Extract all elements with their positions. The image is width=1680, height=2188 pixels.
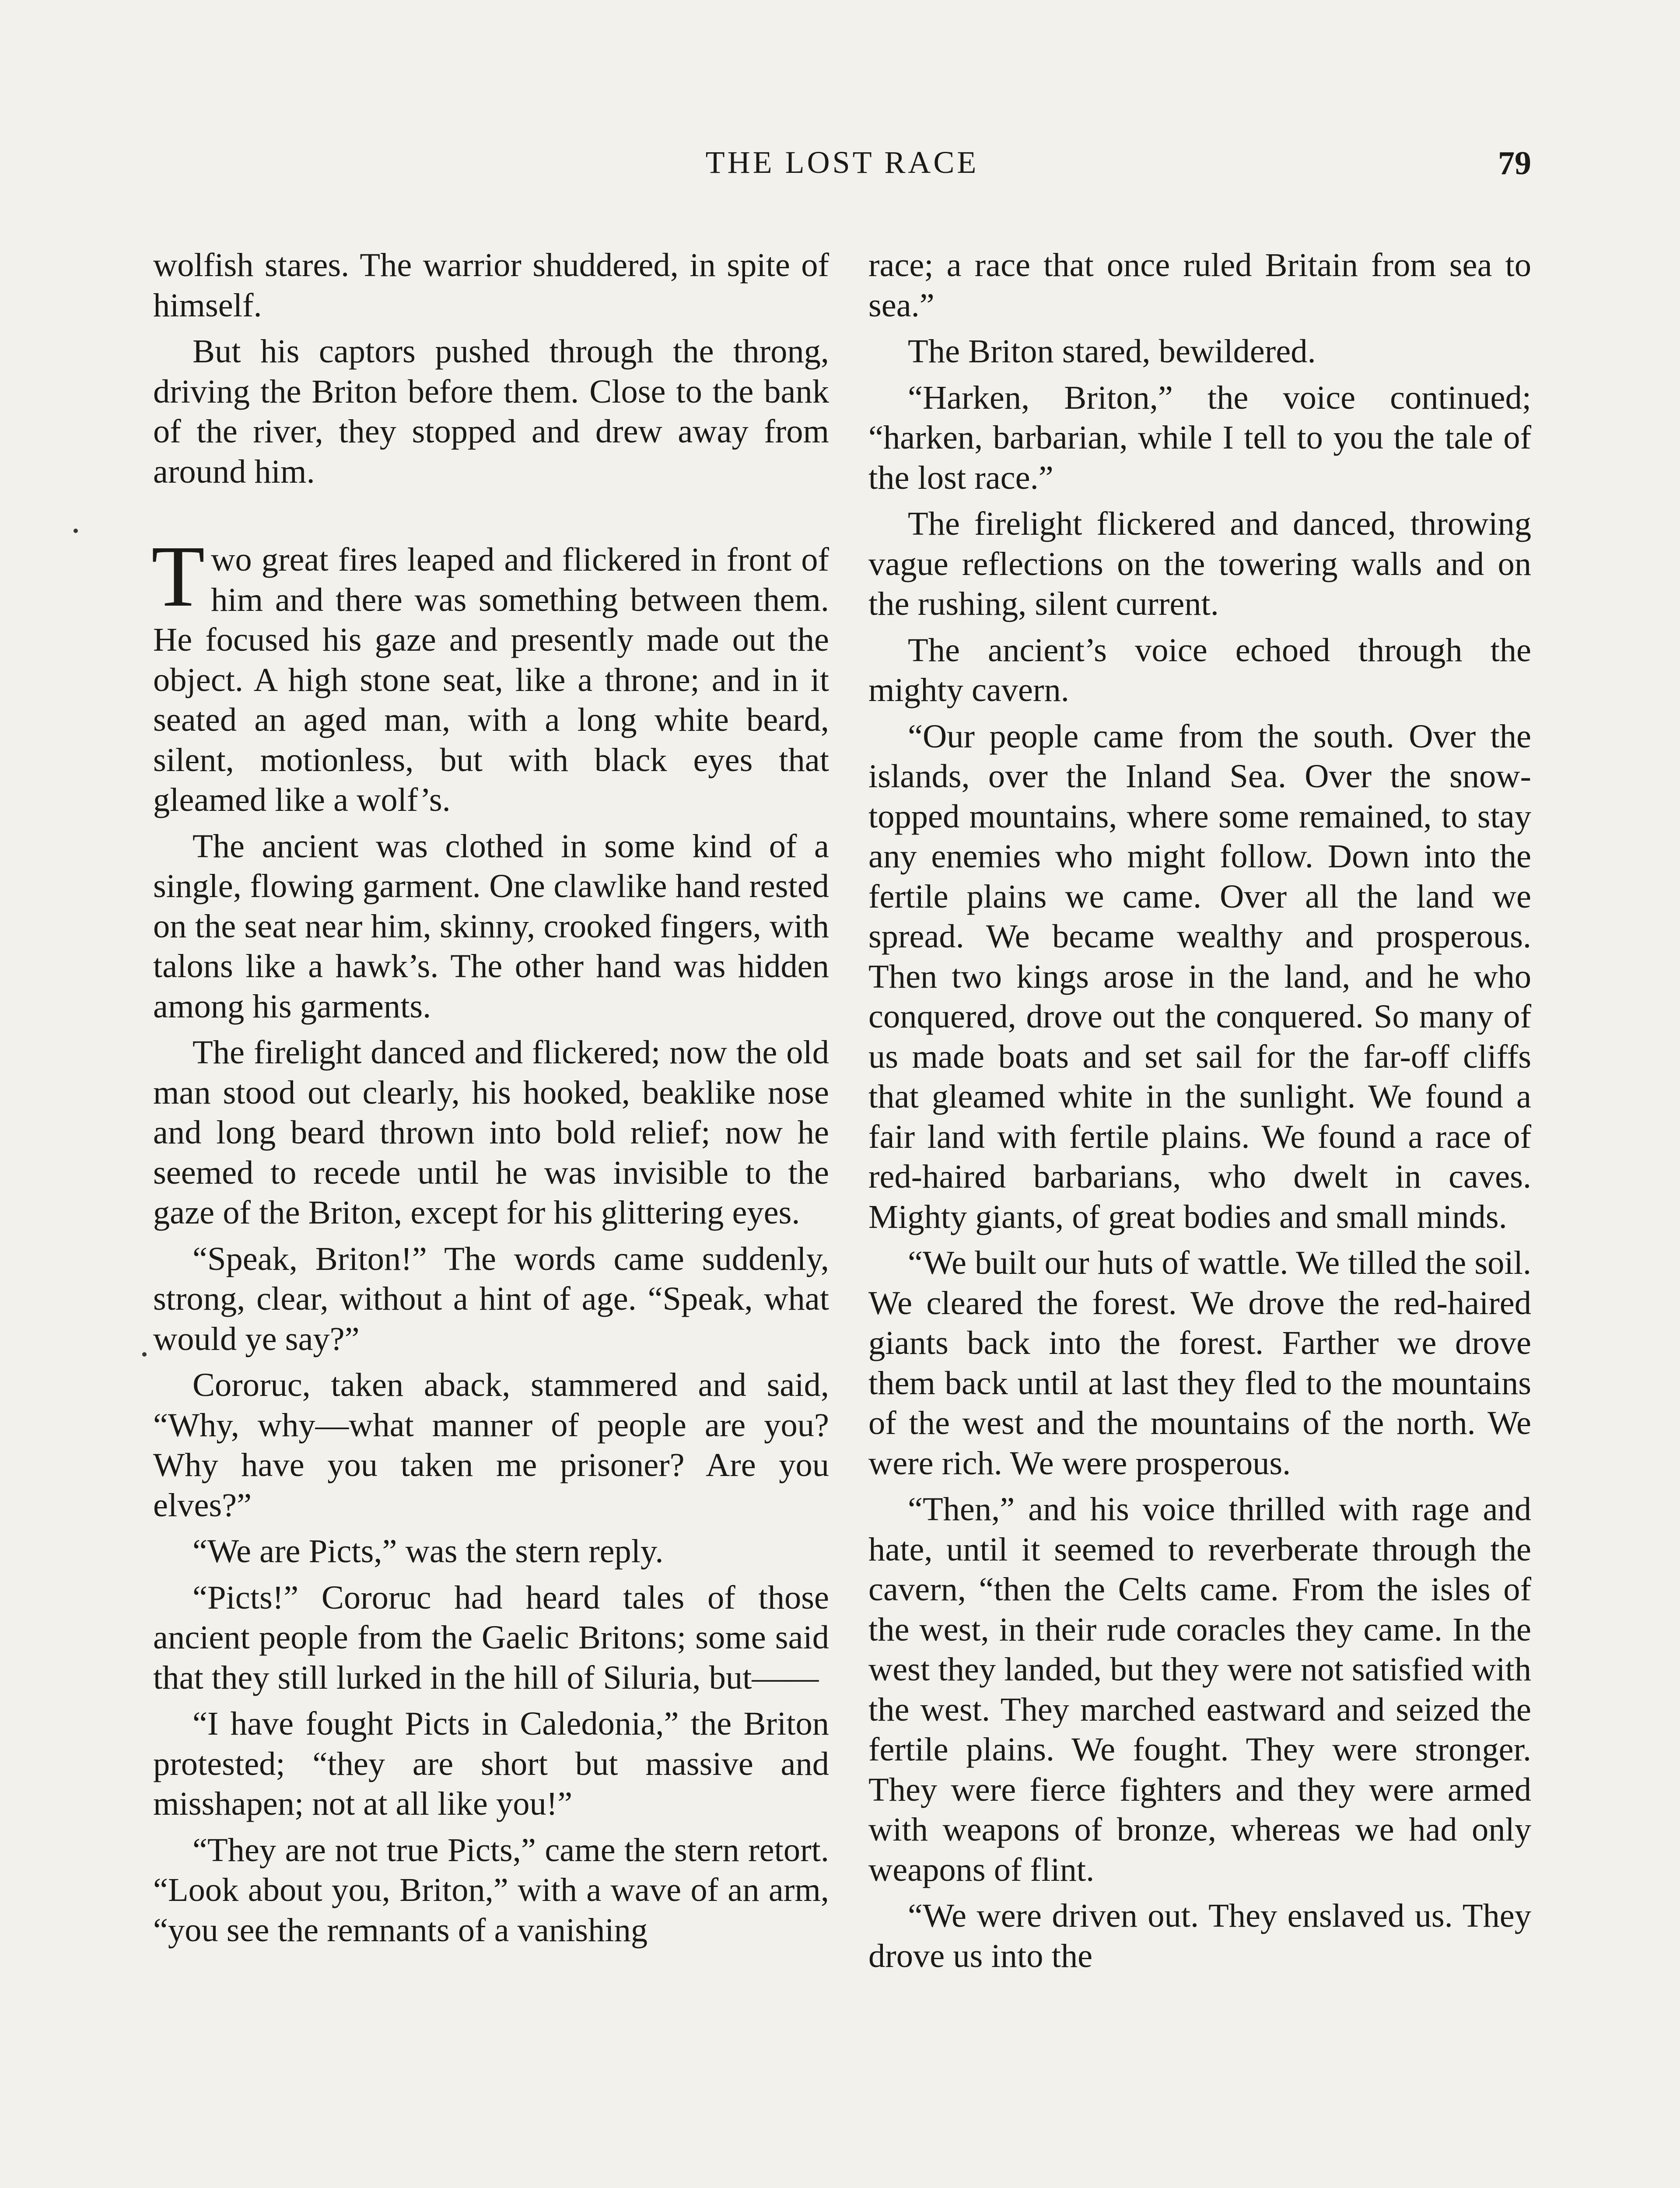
paragraph: “Then,” and his voice thrilled with rage and hate, until it seemed to reverberate through the cavern, “then the Celts came. From the isles of the west, in their rude coracles they came. In the west they landed, but they were not satisfied with the west. They marched eastward and seized the fertile plains. We fought. They were stronger. They were fierce fighters and they were armed with weapons of bronze, whereas we had only weapons of flint.	[868, 1490, 1531, 1888]
drop-cap: T	[151, 528, 205, 625]
ink-speck	[142, 1352, 147, 1357]
paragraph: The ancient’s voice echoed through the mighty cavern.	[868, 631, 1531, 708]
running-head	[153, 144, 1531, 197]
section-opening-paragraph	[151, 528, 829, 820]
paragraph: “Harken, Briton,” the voice continued; “harken, barbarian, while I tell to you the tale of the lost race.”	[868, 379, 1531, 496]
paragraph: “I have fought Picts in Caledonia,” the Briton protested; “they are short but massive and misshapen; not at all like you!”	[153, 1705, 829, 1822]
paragraph: “We were driven out. They enslaved us. They drove us into the	[868, 1897, 1531, 1974]
right-column	[868, 245, 1531, 1982]
ink-speck	[74, 529, 78, 533]
page-number: 79	[1498, 145, 1531, 182]
paragraph: “Picts!” Cororuc had heard tales of those ancient people from the Gaelic Britons; some said that they still lurked in the hill of Siluria, but——	[153, 1578, 829, 1696]
paragraph: “We built our huts of wattle. We tilled the soil. We cleared the forest. We drove the red-haired giants back into the forest. Farther we drove them back until at last they fled to the mountains of the west and the mountains of the north. We were rich. We were prosperous.	[868, 1244, 1531, 1482]
paragraph: The ancient was clothed in some kind of a single, flowing garment. One clawlike hand rested on the seat near him, skinny, crooked fingers, with talons like a hawk’s. The other hand was hidden among his garments.	[153, 827, 829, 1025]
section-opening-text: wo great fires leaped and flickered in front of him and there was something between them. He focused his gaze and presently made out the object. A high stone seat, like a throne; and in it seated an aged man, with a long white beard, silent, motionless, but with black eyes that gleamed like a wolf’s.	[153, 541, 829, 818]
paragraph: “We are Picts,” was the stern reply.	[192, 1532, 664, 1570]
paragraph: “Our people came from the south. Over the islands, over the Inland Sea. Over the snow-topped mountains, where some remained, to stay any enemies who might follow. Down into the fertile plains we came. Over all the land we spread. We became wealthy and prosperous. Then two kings arose in the land, and he who conquered, drove out the conquered. So many of us made boats and set sail for the far-off cliffs that gleamed white in the sunlight. We found a fair land with fertile plains. We found a race of red-haired barbarians, who dwelt in caves. Mighty giants, of great bodies and small minds.	[868, 717, 1531, 1235]
paragraph: The firelight flickered and danced, throwing vague reflections on the towering walls and on the rushing, silent current.	[868, 505, 1531, 622]
paragraph: The firelight danced and flickered; now the old man stood out clearly, his hooked, beaklike nose and long beard thrown into bold relief; now he seemed to recede until he was invisible to the gaze of the Briton, except for his glittering eyes.	[153, 1034, 829, 1231]
paragraph: wolfish stares. The warrior shuddered, in spite of himself.	[153, 246, 829, 324]
left-column	[153, 245, 829, 1956]
paragraph: But his captors pushed through the throng, driving the Briton before them. Close to the bank of the river, they stopped and drew away from around him.	[153, 333, 829, 490]
paragraph: race; a race that once ruled Britain from sea to sea.”	[868, 246, 1531, 324]
paragraph: “They are not true Picts,” came the stern retort. “Look about you, Briton,” with a wave of an arm, “you see the remnants of a vanishing	[153, 1831, 829, 1949]
paragraph: The Briton stared, bewildered.	[908, 333, 1316, 370]
paragraph: Cororuc, taken aback, stammered and said, “Why, why—what manner of people are you? Why have you taken me prisoner? Are you elves?”	[153, 1366, 829, 1524]
running-title: THE LOST RACE	[705, 145, 979, 180]
paragraph: “Speak, Briton!” The words came suddenly, strong, clear, without a hint of age. “Speak, what would ye say?”	[153, 1240, 829, 1357]
